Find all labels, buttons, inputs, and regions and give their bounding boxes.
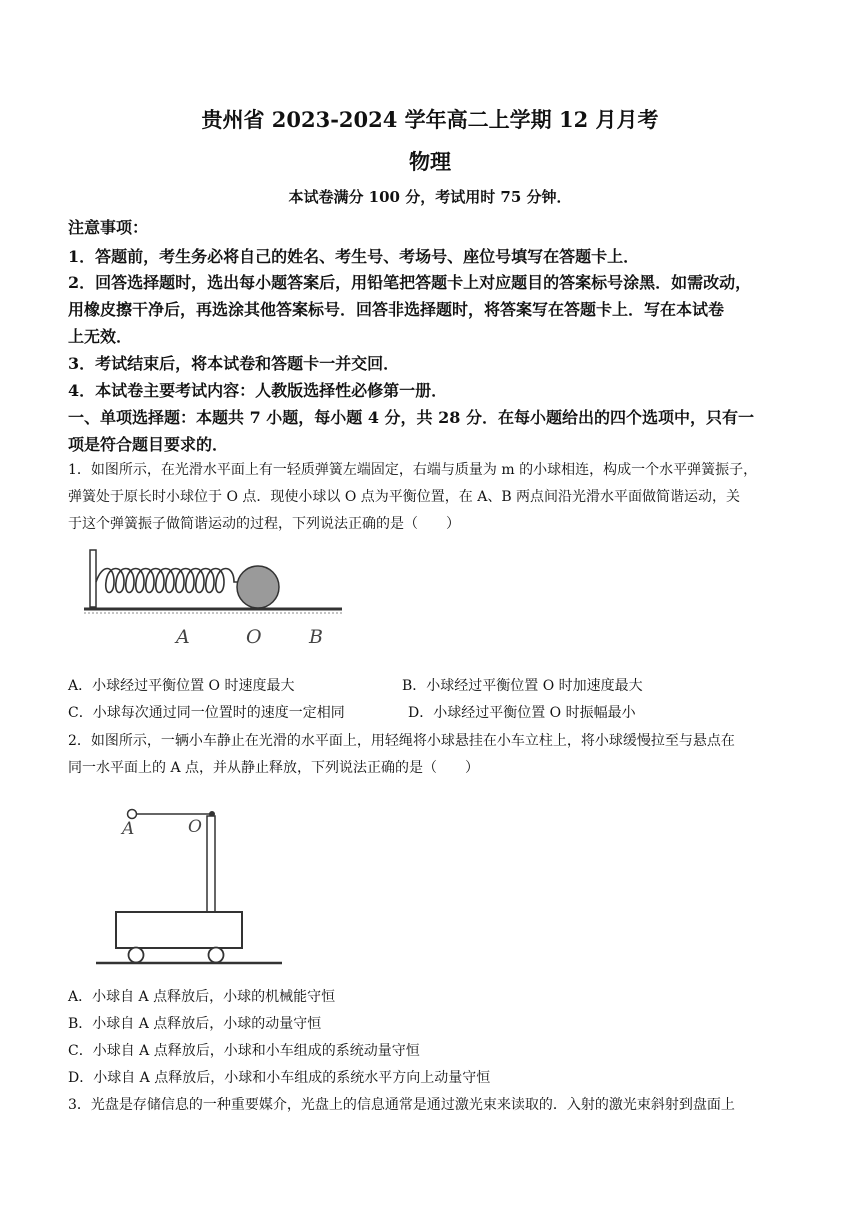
cart-wheel-left xyxy=(129,948,144,963)
question-2-text: 同一水平面上的 A 点，并从静止释放，下列说法正确的是（ ） xyxy=(68,760,480,776)
cart-body xyxy=(116,912,242,948)
option-b: B．小球经过平衡位置 O 时加速度最大 xyxy=(402,678,643,694)
spring xyxy=(96,569,240,593)
notes-heading: 注意事项： xyxy=(68,218,149,237)
option-d: D．小球经过平衡位置 O 时振幅最小 xyxy=(408,705,636,721)
figure-label-o: O xyxy=(188,817,202,837)
option-c: C．小球每次通过同一位置时的速度一定相同 xyxy=(68,705,345,721)
option-a: A．小球经过平衡位置 O 时速度最大 xyxy=(68,678,295,694)
exam-title: 贵州省 2023-2024 学年高二上学期 12 月月考 xyxy=(201,107,659,132)
note-line: 上无效． xyxy=(68,327,133,346)
question-1-text: 于这个弹簧振子做简谐运动的过程，下列说法正确的是（ ） xyxy=(68,516,460,532)
note-line: 用橡皮擦干净后，再选涂其他答案标号．回答非选择题时，将答案写在答题卡上．写在本试卷 xyxy=(68,300,725,319)
note-line: 2．回答选择题时，选出每小题答案后，用铅笔把答题卡上对应题目的答案标号涂黑．如需改动， xyxy=(68,273,752,292)
question-3-text: 3．光盘是存储信息的一种重要媒介，光盘上的信息通常是通过激光束来读取的．入射的激光束斜射到盘面上 xyxy=(68,1097,735,1113)
ball xyxy=(237,566,279,608)
question-1-text: 1．如图所示，在光滑水平面上有一轻质弹簧左端固定，右端与质量为 m 的小球相连，构成一个水平弹簧振子， xyxy=(68,462,758,478)
figure-label-a: A xyxy=(176,626,190,648)
note-line: 4．本试卷主要考试内容：人教版选择性必修第一册． xyxy=(68,381,448,400)
note-line: 3．考试结束后，将本试卷和答题卡一并交回． xyxy=(68,354,400,373)
option-b: B．小球自 A 点释放后，小球的动量守恒 xyxy=(68,1016,322,1032)
exam-info: 本试卷满分 100 分，考试用时 75 分钟． xyxy=(288,188,572,206)
figure-label-a: A xyxy=(122,819,135,839)
pendulum-ball xyxy=(128,810,137,819)
option-c: C．小球自 A 点释放后，小球和小车组成的系统动量守恒 xyxy=(68,1043,420,1059)
question-2-text: 2．如图所示，一辆小车静止在光滑的水平面上，用轻绳将小球悬挂在小车立柱上，将小球缓慢拉至与悬点在 xyxy=(68,733,735,749)
section-heading: 一、单项选择题：本题共 7 小题，每小题 4 分，共 28 分．在每小题给出的四个选项中，只有一 xyxy=(68,408,754,427)
option-a: A．小球自 A 点释放后，小球的机械能守恒 xyxy=(68,989,336,1005)
section-heading: 项是符合题目要求的． xyxy=(68,435,229,454)
figure-label-b: B xyxy=(309,626,323,648)
cart-wheel-right xyxy=(209,948,224,963)
cart-post xyxy=(207,816,215,912)
question-1-text: 弹簧处于原长时小球位于 O 点．现使小球以 O 点为平衡位置，在 A、B 两点间沿光滑水平面做简谐运动，关 xyxy=(68,489,741,505)
subject-title: 物理 xyxy=(409,149,451,174)
note-line: 1．答题前，考生务必将自己的姓名、考生号、考场号、座位号填写在答题卡上． xyxy=(68,247,640,266)
wall xyxy=(90,550,96,607)
option-d: D．小球自 A 点释放后，小球和小车组成的系统水平方向上动量守恒 xyxy=(68,1070,491,1086)
figure-label-o: O xyxy=(246,626,262,648)
